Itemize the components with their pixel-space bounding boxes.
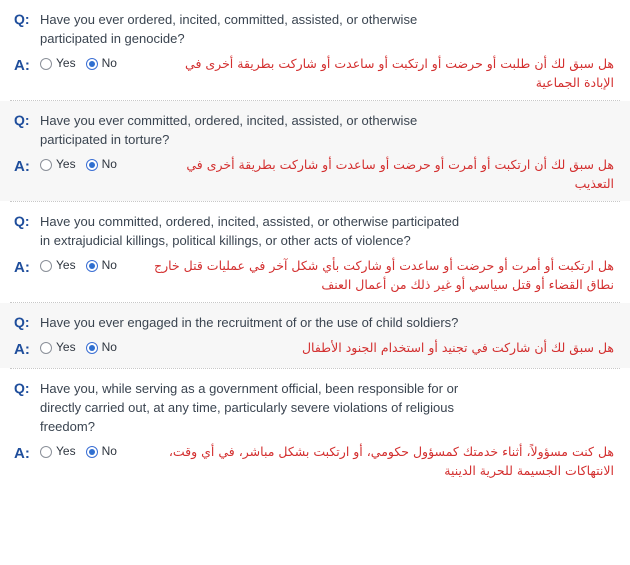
radio-no-icon[interactable] <box>86 159 98 171</box>
radio-option-no[interactable] <box>86 259 117 272</box>
radio-option-no[interactable] <box>86 445 117 458</box>
qa-block-genocide <box>0 0 630 100</box>
question-text: Have you ever ordered, incited, committed, assisted, or otherwise participated in genocide? <box>40 12 418 46</box>
radio-no-label: No <box>101 258 117 272</box>
qa-block-torture <box>0 101 630 201</box>
question-translation: هل كنت مسؤولاً، أثناء خدمتك كمسؤول حكومي، أو ارتكبت بشكل مباشر، في أي وقت، الانتهاكات الجسيمة للحرية الدينية <box>168 444 614 478</box>
qa-block-extrajudicial-killings <box>0 202 630 302</box>
radio-yes-label: Yes <box>56 56 76 70</box>
radio-yes-label: Yes <box>56 258 76 272</box>
question-row <box>14 379 616 436</box>
radio-no-label: No <box>101 444 117 458</box>
radio-no-label: No <box>101 56 117 70</box>
radio-no-icon[interactable] <box>86 342 98 354</box>
radio-yes-label: Yes <box>56 444 76 458</box>
radio-group-torture <box>40 155 127 171</box>
radio-yes-icon[interactable] <box>40 446 52 458</box>
radio-option-yes[interactable] <box>40 341 76 354</box>
answer-tag: A: <box>14 158 30 175</box>
question-text: Have you ever engaged in the recruitment of or the use of child soldiers? <box>40 315 459 330</box>
question-row <box>14 111 616 149</box>
question-tag: Q: <box>14 112 30 128</box>
question-text: Have you committed, ordered, incited, assisted, or otherwise participated in extrajudicial killings, political killings, or other acts of violence? <box>40 214 460 248</box>
answer-row <box>14 442 616 480</box>
question-translation: هل سبق لك أن طلبت أو حرضت أو ارتكبت أو ساعدت أو شاركت بطريقة أخرى في الإبادة الجماعية <box>185 56 614 90</box>
question-text: Have you ever committed, ordered, incited, assisted, or otherwise participated in torture? <box>40 113 418 147</box>
radio-group-religious-freedom <box>40 442 127 458</box>
radio-no-label: No <box>101 157 117 171</box>
radio-yes-icon[interactable] <box>40 159 52 171</box>
question-tag: Q: <box>14 314 30 330</box>
radio-option-yes[interactable] <box>40 259 76 272</box>
radio-yes-label: Yes <box>56 157 76 171</box>
question-tag: Q: <box>14 213 30 229</box>
question-tag: Q: <box>14 11 30 27</box>
answer-tag: A: <box>14 57 30 74</box>
answer-row <box>14 155 616 193</box>
radio-option-no[interactable] <box>86 57 117 70</box>
radio-group-extrajudicial-killings <box>40 256 127 272</box>
answer-tag: A: <box>14 259 30 276</box>
radio-option-yes[interactable] <box>40 158 76 171</box>
question-row <box>14 10 616 48</box>
answer-row <box>14 54 616 92</box>
answer-row <box>14 256 616 294</box>
radio-group-genocide <box>40 54 127 70</box>
qa-block-religious-freedom <box>0 369 630 488</box>
answer-tag: A: <box>14 341 30 358</box>
question-translation: هل ارتكبت أو أمرت أو حرضت أو ساعدت أو شاركت بأي شكل آخر في عمليات قتل خارج نطاق القضاء أو قتل سياسي أو غير ذلك من أعمال العنف <box>154 258 614 292</box>
radio-group-child-soldiers <box>40 338 127 354</box>
radio-no-icon[interactable] <box>86 260 98 272</box>
radio-option-yes[interactable] <box>40 57 76 70</box>
question-row <box>14 212 616 250</box>
qa-block-child-soldiers <box>0 303 630 368</box>
radio-option-no[interactable] <box>86 341 117 354</box>
radio-yes-label: Yes <box>56 340 76 354</box>
question-text: Have you, while serving as a government official, been responsible for or directly carried out, at any time, particularly severe violations of religious freedom? <box>40 381 459 434</box>
radio-option-no[interactable] <box>86 158 117 171</box>
radio-no-label: No <box>101 340 117 354</box>
radio-yes-icon[interactable] <box>40 342 52 354</box>
radio-no-icon[interactable] <box>86 446 98 458</box>
radio-yes-icon[interactable] <box>40 260 52 272</box>
answer-tag: A: <box>14 445 30 462</box>
radio-yes-icon[interactable] <box>40 58 52 70</box>
question-translation: هل سبق لك أن ارتكبت أو أمرت أو حرضت أو ساعدت أو شاركت بطريقة أخرى في التعذيب <box>186 157 614 191</box>
radio-no-icon[interactable] <box>86 58 98 70</box>
question-tag: Q: <box>14 380 30 396</box>
radio-option-yes[interactable] <box>40 445 76 458</box>
question-row <box>14 313 616 332</box>
question-translation: هل سبق لك أن شاركت في تجنيد أو استخدام الجنود الأطفال <box>301 340 614 355</box>
answer-row <box>14 338 616 360</box>
